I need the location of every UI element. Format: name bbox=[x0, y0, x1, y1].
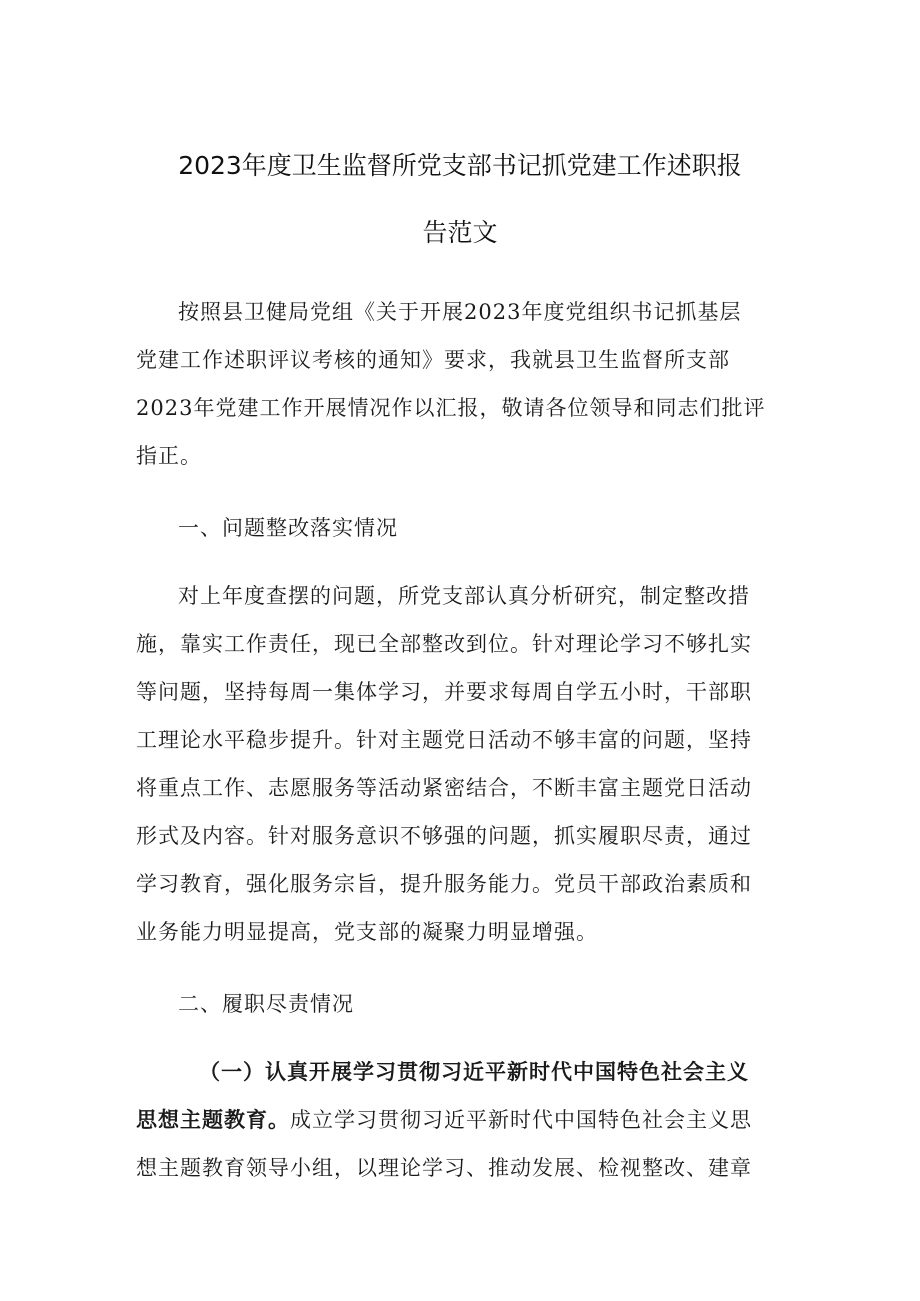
section1-line: 学习教育，强化服务宗旨，提升服务能力。党员干部政治素质和 bbox=[136, 872, 752, 896]
document-title-line-1: 2023年度卫生监督所党支部书记抓党建工作述职报 bbox=[178, 151, 742, 180]
section1-line: 等问题，坚持每周一集体学习，并要求每周自学五小时，干部职 bbox=[136, 680, 752, 704]
intro-line: 指正。 bbox=[136, 444, 202, 468]
intro-line: 2023年党建工作开展情况作以汇报，敬请各位领导和同志们批评 bbox=[136, 396, 766, 420]
section1-line: 工理论水平稳步提升。针对主题党日活动不够丰富的问题，坚持 bbox=[136, 728, 752, 752]
subsection-heading-line-1: （一）认真开展学习贯彻习近平新时代中国特色社会主义 bbox=[199, 1060, 749, 1084]
section-heading: 二、履职尽责情况 bbox=[178, 992, 354, 1016]
section1-line: 业务能力明显提高，党支部的凝聚力明显增强。 bbox=[136, 920, 598, 944]
document-title-line-2: 告范文 bbox=[422, 218, 498, 247]
subsection-line-3: 想主题教育领导小组，以理论学习、推动发展、检视整改、建章 bbox=[136, 1156, 752, 1180]
section1-line: 对上年度查摆的问题，所党支部认真分析研究，制定整改措 bbox=[178, 584, 750, 608]
intro-line: 按照县卫健局党组《关于开展2023年度党组织书记抓基层 bbox=[178, 300, 742, 324]
subsection-heading-line-2: 思想主题教育。 bbox=[136, 1108, 290, 1132]
section-heading: 一、问题整改落实情况 bbox=[178, 516, 398, 540]
intro-line: 党建工作述职评议考核的通知》要求，我就县卫生监督所支部 bbox=[136, 348, 730, 372]
section1-line: 形式及内容。针对服务意识不够强的问题，抓实履职尽责，通过 bbox=[136, 824, 752, 848]
subsection-line-2 bbox=[136, 1104, 752, 1134]
section1-line: 施，靠实工作责任，现已全部整改到位。针对理论学习不够扎实 bbox=[136, 632, 752, 656]
section1-line: 将重点工作、志愿服务等活动紧密结合，不断丰富主题党日活动 bbox=[136, 776, 752, 800]
subsection-text-line-2: 成立学习贯彻习近平新时代中国特色社会主义思 bbox=[290, 1108, 752, 1132]
